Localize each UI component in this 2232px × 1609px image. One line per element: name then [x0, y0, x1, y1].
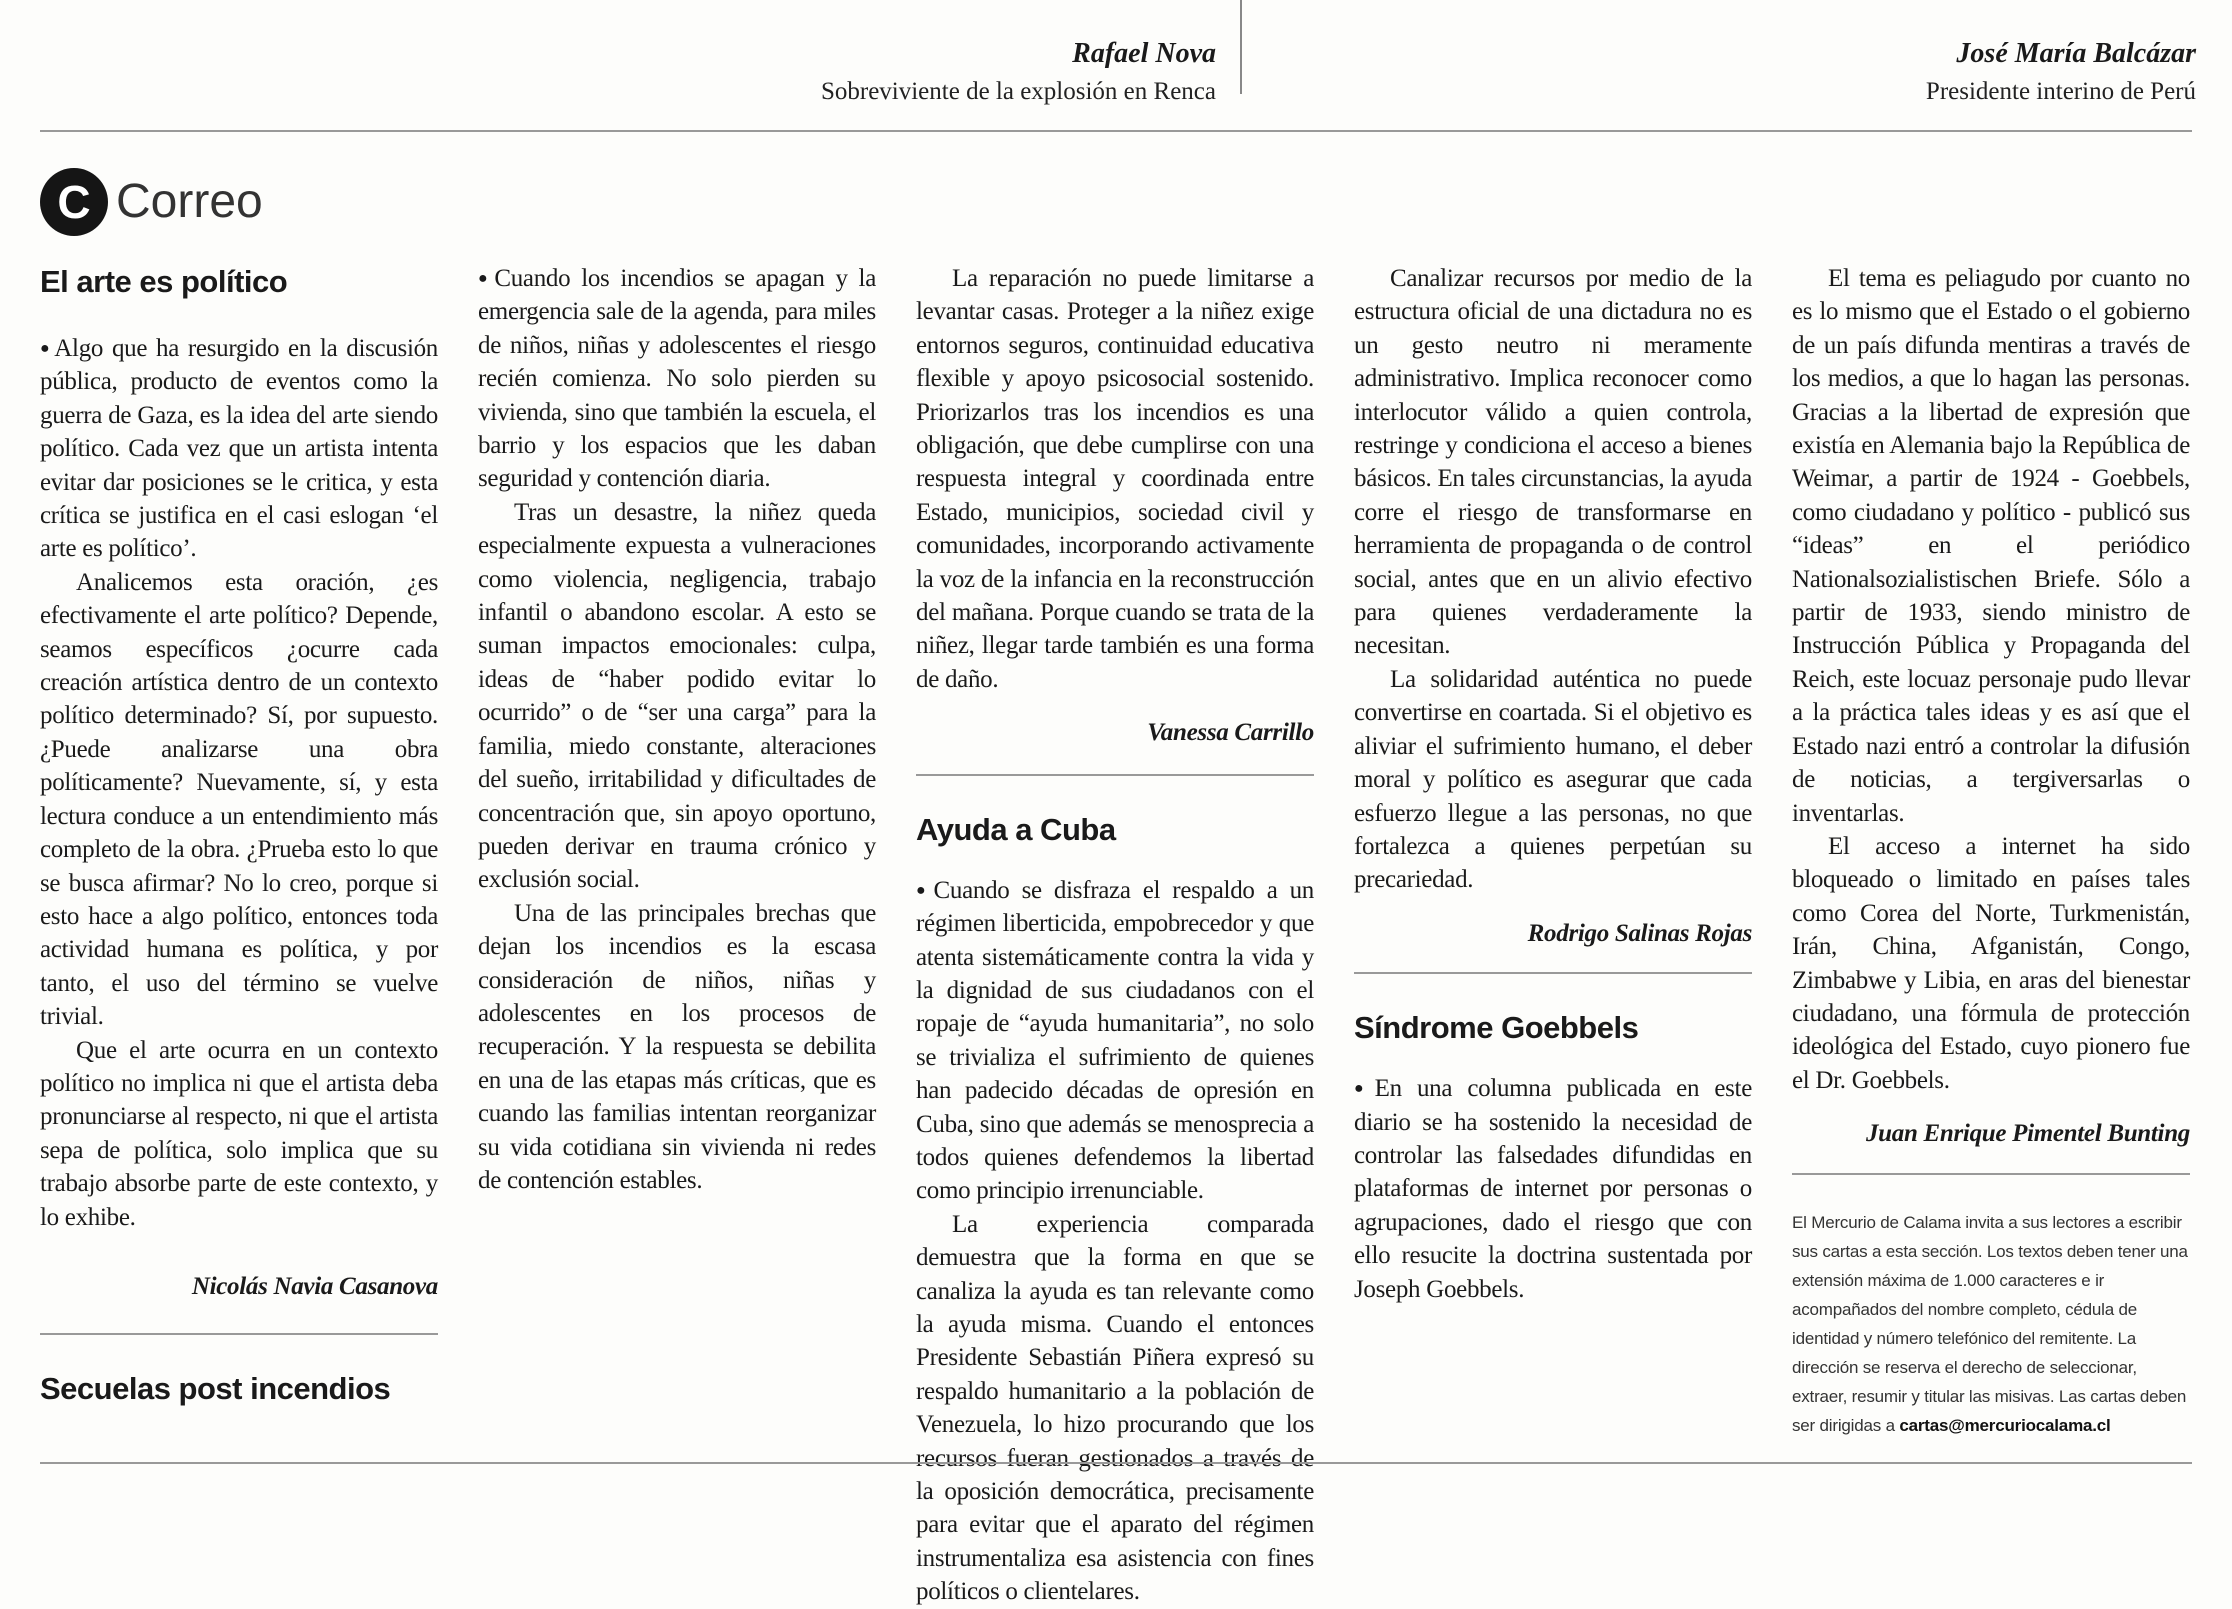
notice-text: El Mercurio de Calama invita a sus lectores a escribir sus cartas a esta sección. Los textos deben tener una extensión máxima de 1.000 caracteres e ir acompañados del nombre completo, cédula de identidad y número telefónico del remitente. La dirección se reserva el derecho de seleccionar, extraer, resumir y titular las misivas. Las cartas deben ser dirigidas a	[1792, 1213, 2188, 1435]
signature-left	[821, 34, 1216, 110]
letter-paragraph: ● Algo que ha resurgido en la discusión pública, producto de eventos como la guerra de Gaza, es la idea del arte siendo político. Cada vez que un artista intenta evitar dar posiciones se le critica, y esta crítica se justifica en el casi eslogan ‘el arte es político’.	[40, 332, 438, 566]
letter-paragraph: Analicemos esta oración, ¿es efectivamente el arte político? Depende, seamos específicos ¿ocurre cada creación artística dentro de un contexto político determinado? Sí, por supuesto. ¿Puede analizarse una obra políticamente? Nuevamente, sí, y esta lectura conduce a un entendimiento más completo de la obra. ¿Prueba esto lo que se busca afirmar? No lo creo, porque si esto hace a algo político, entonces toda actividad humana es política, y por tanto, el uso del término se vuelve trivial.	[40, 568, 438, 1031]
letter-separator	[1792, 1173, 2190, 1175]
column-3	[916, 262, 1314, 1609]
letter-paragraph: Tras un desastre, la niñez queda especialmente expuesta a vulneraciones como violencia, negligencia, trabajo infantil o abandono escolar. A esto se suman impactos emocionales: culpa, ideas de “haber podido evitar lo ocurrido” o de “ser una carga” para la familia, miedo constante, alteraciones del sueño, irritabilidad y dificultades de concentración que, sin apoyo oportuno, pueden derivar en trauma crónico y exclusión social.	[478, 498, 876, 894]
letter-paragraph: El acceso a internet ha sido bloqueado o limitado en países tales como Corea del Norte, Turkmenistán, Irán, China, Afganistán, Congo, Zimbabwe y Libia, en aras del bienestar ciudadano, una fórmula de protección ideológica del Estado, cuyo pionero fue el Dr. Goebbels.	[1792, 832, 2190, 1094]
column-2	[478, 262, 876, 1197]
signature-name: Rafael Nova	[1072, 38, 1216, 69]
letter-title: Secuelas post incendios	[40, 1371, 391, 1407]
letter-paragraph: La solidaridad auténtica no puede convertirse en coartada. Si el objetivo es aliviar el sufrimiento humano, el deber moral y político es asegurar que cada esfuerzo llegue a las personas, no que fortalezca a quienes perpetúan su precariedad.	[1354, 665, 1752, 894]
section-top-rule	[40, 130, 2192, 132]
letter-paragraph: El tema es peliagudo por cuanto no es lo mismo que el Estado o el gobierno de un país difunda mentiras a través de los medios, a que lo hagan las personas. Gracias a la libertad de expresión que existía en Alemania bajo la República de Weimar, a partir de 1924 - Goebbels, como ciudadano y político - publicó sus “ideas” en el periódico Nationalsozialistischen Briefe. Sólo a partir de 1933, siendo ministro de Instrucción Pública y Propaganda del Reich, este locuaz personaje pudo llevar a la práctica tales ideas y es así que el Estado nazi entró a controlar la difusión de noticias, a tergiversarlas o inventarlas.	[1792, 265, 2190, 827]
letter-paragraph: La reparación no puede limitarse a levantar casas. Proteger a la niñez exige entornos seguros, continuidad educativa flexible y apoyo psicosocial sostenido. Priorizarlos tras los incendios es una obligación, que debe cumplirse con una respuesta integral y coordinada entre Estado, municipios, sociedad civil y comunidades, incorporando activamente la voz de la infancia en la reconstrucción del mañana. Porque cuando se trata de la niñez, llegar tarde también es una forma de daño.	[916, 265, 1314, 693]
letter-paragraph: Una de las principales brechas que dejan los incendios es la escasa consideración de niños, niñas y adolescentes en los procesos de recuperación. Y la respuesta se debilita en una de las etapas más críticas, que es cuando las familias intentan reorganizar su vida cotidiana sin vivienda ni redes de contención estables.	[478, 899, 876, 1194]
letter-author: Vanessa Carrillo	[1147, 719, 1314, 747]
letter-paragraph: ● Cuando los incendios se apagan y la emergencia sale de la agenda, para miles de niños, niñas y adolescentes el riesgo recién comienza. No solo pierden su vivienda, sino que también la escuela, el barrio y los espacios que les daban seguridad y contención diaria.	[478, 262, 876, 496]
letter-paragraph: La experiencia comparada demuestra que la forma en que se canaliza la ayuda es tan relevante como la ayuda misma. Cuando el entonces Presidente Sebastián Piñera expresó su respaldo humanitario a la población de Venezuela, lo hizo procurando que los recursos fueran gestionados a través de la oposición democrática, precisamente para evitar que el aparato del régimen instrumentaliza esa asistencia con fines políticos o clientelares.	[916, 1210, 1314, 1606]
letter-author: Nicolás Navia Casanova	[191, 1272, 438, 1300]
correo-logo-icon: C	[40, 168, 108, 236]
top-rule-left	[300, 0, 1020, 3]
letter-title: Síndrome Goebbels	[1354, 1010, 1639, 1046]
letter-paragraph: Canalizar recursos por medio de la estructura oficial de una dictadura no es un gesto neutro ni meramente administrativo. Implica reconocer como interlocutor válido a quien controla, restringe y condiciona el acceso a bienes básicos. En tales circunstancias, la ayuda corre el riesgo de transformarse en herramienta de propaganda o de control social, antes que en un alivio efectivo para quienes verdaderamente la necesitan.	[1354, 265, 1752, 660]
letter-author: Juan Enrique Pimentel Bunting	[1865, 1120, 2190, 1148]
letter-paragraph: ● Cuando se disfraza el respaldo a un régimen liberticida, empobrecedor y que atenta sistemáticamente contra la vida y la dignidad de sus ciudadanos con el ropaje de “ayuda humanitaria”, no solo se trivializa el sufrimiento de quienes han padecido décadas de opresión en Cuba, sino que además se menosprecia a todos quienes defendemos la libertad como principio irrenunciable.	[916, 874, 1314, 1208]
column-5	[1792, 262, 2190, 1175]
signature-role: Presidente interino de Perú	[1925, 78, 2196, 105]
notice-email[interactable]: cartas@mercuriocalama.cl	[1899, 1416, 2111, 1435]
column-1	[40, 262, 438, 1409]
column-4	[1354, 262, 1752, 1306]
letter-paragraph: Que el arte ocurra en un contexto político no implica ni que el artista deba pronunciarse al respecto, ni que el artista sepa de política, solo implica que su trabajo absorbe parte de este contexto, y lo exhibe.	[40, 1036, 438, 1231]
letter-author: Rodrigo Salinas Rojas	[1527, 919, 1752, 947]
signature-role: Sobreviviente de la explosión en Renca	[820, 78, 1216, 105]
section-title: Correo	[116, 175, 263, 228]
submission-notice	[1792, 1208, 2188, 1440]
letter-title: Ayuda a Cuba	[916, 811, 1116, 847]
column-divider	[1240, 0, 1242, 94]
signature-name: José María Balcázar	[1956, 38, 2196, 69]
section-bottom-rule	[40, 1462, 2192, 1464]
letter-paragraph: ● En una columna publicada en este diario se ha sostenido la necesidad de controlar las falsedades difundidas en plataformas de internet por personas o agrupaciones, dado el riesgo que con ello resucite la doctrina sustentada por Joseph Goebbels.	[1354, 1072, 1752, 1306]
signature-right	[1926, 34, 2196, 110]
letter-title: El arte es político	[40, 264, 288, 299]
top-rule-right	[1280, 0, 2020, 3]
